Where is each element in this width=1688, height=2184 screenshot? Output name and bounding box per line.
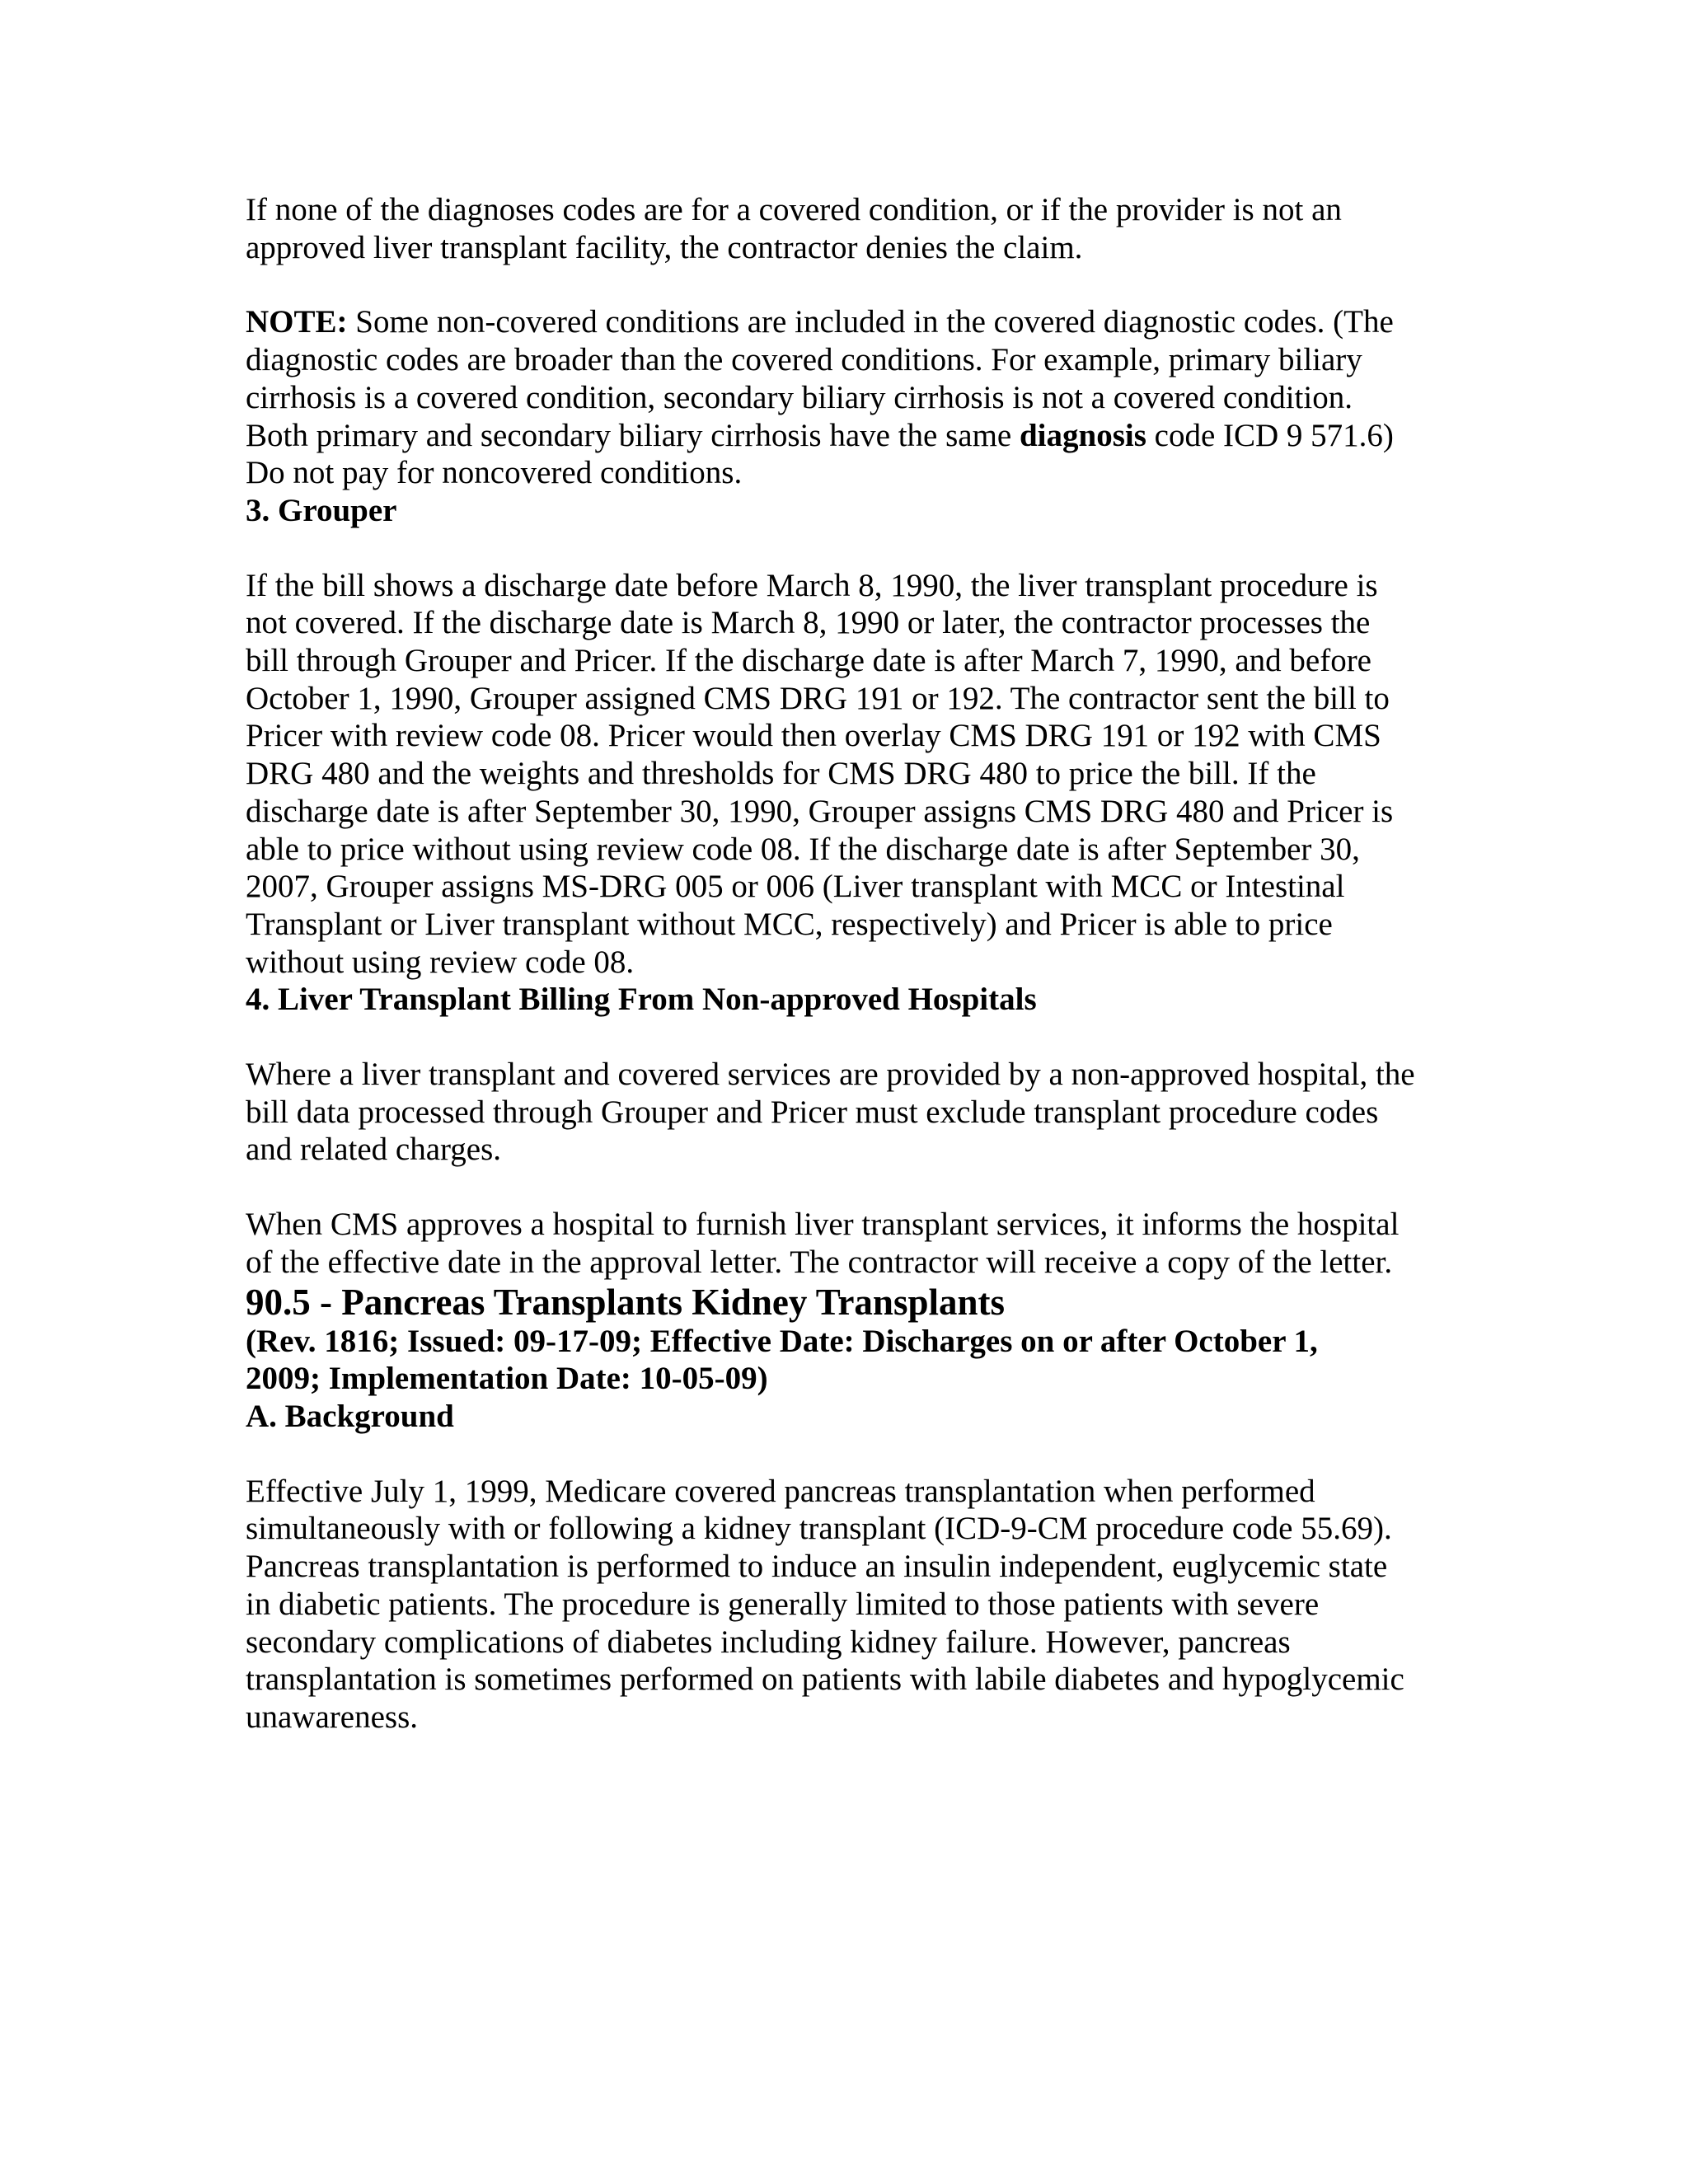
text-line: Do not pay for noncovered conditions. bbox=[246, 455, 743, 491]
note-line-1 bbox=[246, 303, 1449, 341]
emphasis-diagnosis: diagnosis bbox=[1019, 417, 1146, 453]
text-line: Pricer with review code 08. Pricer would then overlay CMS DRG 191 or 192 with CMS bbox=[246, 718, 1381, 754]
text-line: approved liver transplant facility, the contractor denies the claim. bbox=[246, 229, 1083, 265]
section-heading-grouper: 3. Grouper bbox=[246, 492, 397, 528]
liver-billing-paragraph-1 bbox=[246, 1056, 1449, 1169]
liver-billing-paragraph-2 bbox=[246, 1206, 1449, 1281]
revision-line: (Rev. 1816; Issued: 09-17-09; Effective Date: Discharges on or after October 1, bbox=[246, 1323, 1318, 1359]
text-line: Effective July 1, 1999, Medicare covered pancreas transplantation when performed bbox=[246, 1473, 1315, 1509]
text-line: bill through Grouper and Pricer. If the discharge date is after March 7, 1990, and before bbox=[246, 643, 1372, 679]
text-line: diagnostic codes are broader than the covered conditions. For example, primary biliary bbox=[246, 342, 1362, 378]
text-line: DRG 480 and the weights and thresholds for CMS DRG 480 to price the bill. If the bbox=[246, 756, 1316, 792]
note-paragraph bbox=[246, 303, 1449, 492]
text-line: bill data processed through Grouper and Pricer must exclude transplant procedure codes bbox=[246, 1094, 1379, 1130]
text-line: in diabetic patients. The procedure is generally limited to those patients with severe bbox=[246, 1586, 1320, 1622]
grouper-paragraph bbox=[246, 567, 1449, 982]
text-line: If none of the diagnoses codes are for a covered condition, or if the provider is not an bbox=[246, 192, 1342, 227]
text-line: secondary complications of diabetes including kidney failure. However, pancreas bbox=[246, 1624, 1291, 1660]
section-title-90-5: 90.5 - Pancreas Transplants Kidney Transplants bbox=[246, 1281, 1006, 1323]
text-line: without using review code 08. bbox=[246, 944, 635, 980]
section-heading-background: A. Background bbox=[246, 1398, 454, 1434]
text-line: If the bill shows a discharge date before March 8, 1990, the liver transplant procedure is bbox=[246, 567, 1378, 603]
text-line: of the effective date in the approval letter. The contractor will receive a copy of the letter. bbox=[246, 1244, 1393, 1280]
text-line: and related charges. bbox=[246, 1132, 502, 1168]
background-paragraph bbox=[246, 1473, 1449, 1736]
text-line: simultaneously with or following a kidney transplant (ICD-9-CM procedure code 55.69). bbox=[246, 1511, 1392, 1547]
note-line-4 bbox=[246, 417, 1449, 455]
text-line: discharge date is after September 30, 1990, Grouper assigns CMS DRG 480 and Pricer is bbox=[246, 793, 1394, 829]
revision-line: 2009; Implementation Date: 10-05-09) bbox=[246, 1361, 768, 1397]
text-line: When CMS approves a hospital to furnish liver transplant services, it informs the hospital bbox=[246, 1207, 1400, 1243]
text-line: able to price without using review code 08. If the discharge date is after September 30, bbox=[246, 831, 1360, 867]
text-segment: Both primary and secondary biliary cirrhosis have the same bbox=[246, 417, 1020, 453]
text-line: not covered. If the discharge date is March 8, 1990 or later, the contractor processes the bbox=[246, 605, 1371, 641]
text-line: cirrhosis is a covered condition, secondary biliary cirrhosis is not a covered condition. bbox=[246, 379, 1353, 415]
text-line: unawareness. bbox=[246, 1699, 418, 1735]
note-label: NOTE: bbox=[246, 304, 348, 340]
text-line: Pancreas transplantation is performed to induce an insulin independent, euglycemic state bbox=[246, 1549, 1388, 1585]
note-text: Some non-covered conditions are included in the covered diagnostic codes. (The bbox=[347, 304, 1394, 340]
text-line: Transplant or Liver transplant without MCC, respectively) and Pricer is able to price bbox=[246, 906, 1333, 942]
text-line: 2007, Grouper assigns MS-DRG 005 or 006 (Liver transplant with MCC or Intestinal bbox=[246, 869, 1345, 905]
text-line: October 1, 1990, Grouper assigned CMS DRG 191 or 192. The contractor sent the bill to bbox=[246, 680, 1390, 716]
intro-paragraph bbox=[246, 191, 1449, 266]
text-line: Where a liver transplant and covered services are provided by a non-approved hospital, the bbox=[246, 1057, 1415, 1093]
section-heading-liver-billing: 4. Liver Transplant Billing From Non-approved Hospitals bbox=[246, 982, 1037, 1018]
document-body bbox=[246, 191, 1449, 1736]
text-segment: code ICD 9 571.6) bbox=[1146, 417, 1394, 453]
text-line: transplantation is sometimes performed on patients with labile diabetes and hypoglycemic bbox=[246, 1661, 1404, 1698]
revision-info bbox=[246, 1323, 1449, 1398]
